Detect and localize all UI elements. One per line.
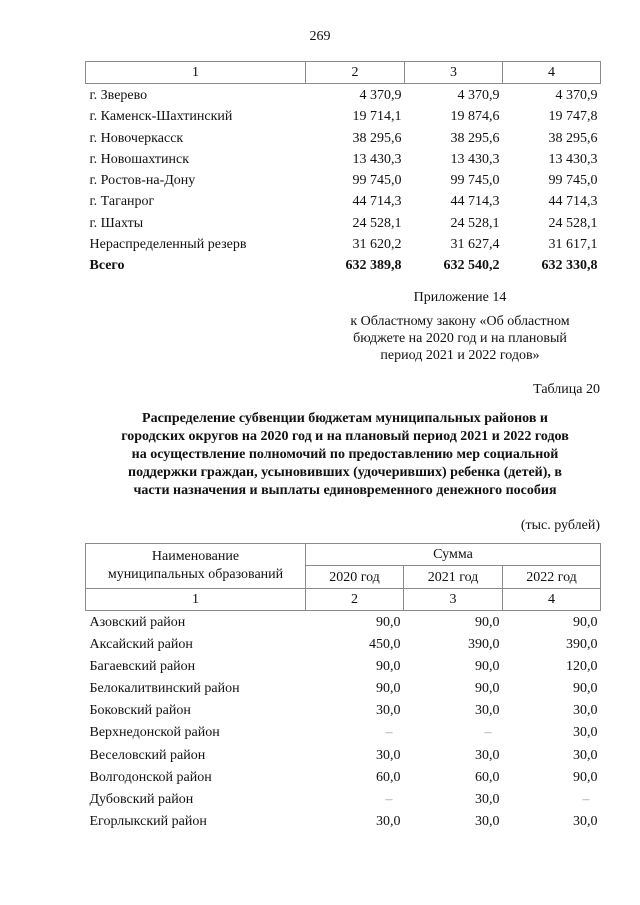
year-header-2022: 2022 год: [503, 566, 601, 589]
value-2021: 30,0: [475, 747, 500, 763]
value-2020: 31 620,2: [352, 237, 402, 253]
units-label: (тыс. рублей): [520, 518, 600, 533]
table-row: [86, 634, 601, 656]
heading-line: городских округов на 2020 год и на плановый период 2021 и 2022 годов: [121, 429, 569, 444]
value-2021: 31 627,4: [450, 237, 500, 253]
heading-line: на осуществление полномочий по предоставлению мер социальной: [131, 447, 559, 462]
value-2020: 13 430,3: [352, 151, 402, 167]
heading-line: Распределение субвенции бюджетам муниципальных районов и: [142, 411, 548, 426]
document-heading: [90, 410, 600, 500]
value-2021: 19 874,6: [450, 109, 500, 125]
table-label: Таблица 20: [533, 382, 600, 397]
value-2020: 30,0: [376, 813, 401, 829]
district-name: Боковский район: [89, 703, 191, 719]
value-2020: 450,0: [369, 637, 401, 653]
district-name: Дубовский район: [89, 791, 194, 807]
municipality-name: г. Новочеркасск: [89, 130, 184, 146]
page-number: 269: [309, 29, 331, 44]
value-2022: 44 714,3: [548, 194, 598, 210]
column-number: 1: [86, 62, 306, 84]
column-number: 4: [503, 589, 601, 611]
district-name: Азовский район: [89, 615, 186, 630]
value-2022: 30,0: [573, 747, 598, 763]
value-2021: 24 528,1: [450, 215, 500, 231]
district-name: Егорлыкский район: [89, 813, 207, 829]
value-2022: 13 430,3: [548, 151, 598, 167]
value-2021: 90,0: [475, 681, 500, 697]
municipality-name: г. Зверево: [89, 88, 148, 103]
table-row: [86, 789, 601, 811]
table-row: [86, 722, 601, 744]
table-row: [86, 745, 601, 767]
value-2022: 31 617,1: [548, 237, 598, 253]
value-2022: 19 747,8: [548, 109, 598, 125]
subvention-distribution-table: [85, 543, 601, 833]
value-2020: 19 714,1: [352, 109, 402, 125]
district-name: Веселовский район: [89, 747, 206, 763]
district-name: Багаевский район: [89, 659, 196, 675]
district-name: Аксайский район: [89, 637, 193, 653]
value-2021: 38 295,6: [450, 130, 500, 146]
municipality-name: г. Таганрог: [89, 194, 155, 210]
value-2021: 390,0: [468, 637, 500, 653]
value-2022: 99 745,0: [548, 173, 598, 189]
header-text: муниципальных образований: [107, 567, 284, 582]
municipality-name: г. Ростов-на-Дону: [89, 173, 196, 189]
district-name: Волгодонской район: [89, 769, 212, 785]
value-2020: 60,0: [376, 769, 401, 785]
value-2020: 38 295,6: [352, 130, 402, 146]
column-number: 4: [503, 62, 601, 84]
table-row: [86, 84, 601, 107]
value-2021: –: [484, 725, 492, 741]
total-2022: 632 330,8: [541, 258, 598, 274]
value-2022: 30,0: [573, 813, 598, 829]
total-2020: 632 389,8: [345, 258, 402, 274]
year-header-2020: 2020 год: [306, 566, 404, 589]
appendix-line: к Областному закону «Об областном: [350, 314, 570, 329]
appendix-line: бюджете на 2020 год и на плановый: [353, 331, 567, 346]
value-2021: 90,0: [475, 659, 500, 675]
value-2020: 30,0: [376, 747, 401, 763]
appendix-reference: [320, 313, 600, 364]
value-2022: –: [582, 791, 590, 807]
value-2022: 390,0: [566, 637, 598, 653]
value-2020: 90,0: [376, 659, 401, 675]
year-header-2021: 2021 год: [404, 566, 503, 589]
value-2020: 99 745,0: [352, 173, 402, 189]
value-2021: 13 430,3: [450, 151, 500, 167]
heading-line: части назначения и выплаты единовременного денежного пособия: [133, 483, 557, 498]
column-number: 3: [404, 589, 503, 611]
value-2022: 90,0: [573, 681, 598, 697]
column-number: 3: [405, 62, 503, 84]
district-name: Белокалитвинский район: [89, 681, 240, 697]
column-number: 1: [86, 589, 306, 611]
municipality-name: г. Шахты: [89, 215, 144, 231]
value-2020: 4 370,9: [359, 88, 402, 103]
value-2022: 120,0: [566, 659, 598, 675]
value-2021: 60,0: [475, 769, 500, 785]
value-2021: 90,0: [475, 615, 500, 630]
value-2022: 30,0: [573, 703, 598, 719]
value-2021: 30,0: [475, 791, 500, 807]
municipality-name: г. Новошахтинск: [89, 151, 190, 167]
district-name: Верхнедонской район: [89, 725, 220, 741]
name-column-header: [86, 544, 306, 589]
table-row: [86, 611, 601, 635]
value-2020: 30,0: [376, 703, 401, 719]
column-number: 2: [306, 62, 405, 84]
table-row: [86, 191, 601, 212]
table-row: [86, 700, 601, 722]
appendix-line: период 2021 и 2022 годов»: [380, 348, 540, 363]
value-2021: 99 745,0: [450, 173, 500, 189]
budget-table-continuation: [85, 61, 601, 277]
value-2022: 38 295,6: [548, 130, 598, 146]
appendix-title: Приложение 14: [413, 290, 507, 305]
value-2021: 44 714,3: [450, 194, 500, 210]
value-2020: 44 714,3: [352, 194, 402, 210]
header-text: Наименование: [151, 549, 240, 564]
value-2020: 90,0: [376, 615, 401, 630]
table-row: [86, 213, 601, 234]
table-row: [86, 170, 601, 191]
table-row: [86, 811, 601, 833]
column-number-row: [86, 62, 601, 84]
value-2020: 90,0: [376, 681, 401, 697]
table-row: [86, 149, 601, 170]
table-row: [86, 656, 601, 678]
table-row: [86, 767, 601, 789]
value-2021: 4 370,9: [457, 88, 500, 103]
table-row: [86, 128, 601, 149]
value-2020: 24 528,1: [352, 215, 402, 231]
header-row: [86, 544, 601, 566]
sum-column-header: Сумма: [306, 544, 601, 566]
value-2022: 4 370,9: [555, 88, 598, 103]
heading-line: поддержки граждан, усыновивших (удочеривших) ребенка (детей), в: [128, 465, 562, 480]
municipality-name: Нераспределенный резерв: [89, 237, 247, 253]
table-row: [86, 106, 601, 127]
municipality-name: г. Каменск-Шахтинский: [89, 109, 233, 125]
value-2022: 90,0: [573, 615, 598, 630]
total-label: Всего: [89, 258, 125, 274]
column-number: 2: [306, 589, 404, 611]
value-2022: 90,0: [573, 769, 598, 785]
value-2020: –: [385, 791, 393, 807]
total-2021: 632 540,2: [443, 258, 500, 274]
total-row: [86, 255, 601, 276]
value-2022: 24 528,1: [548, 215, 598, 231]
value-2021: 30,0: [475, 813, 500, 829]
value-2022: 30,0: [573, 725, 598, 741]
table-row: [86, 234, 601, 255]
column-number-row: [86, 589, 601, 611]
table-row: [86, 678, 601, 700]
value-2021: 30,0: [475, 703, 500, 719]
value-2020: –: [385, 725, 393, 741]
